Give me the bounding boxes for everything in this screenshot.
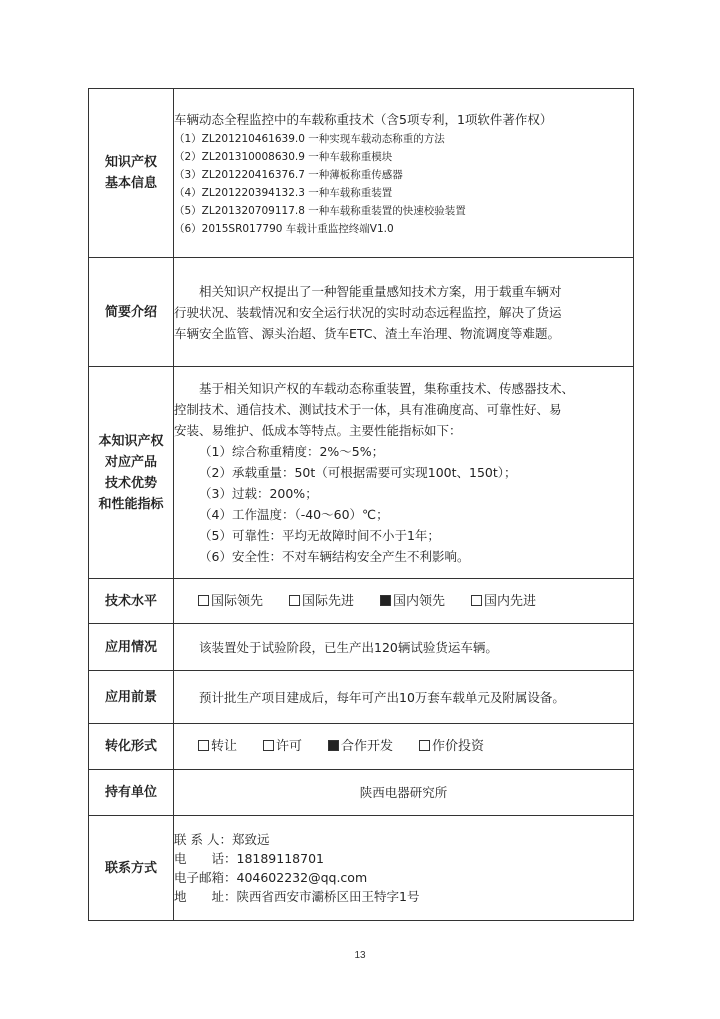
transfer-options [174,736,633,757]
checkbox-checked-icon[interactable] [380,595,391,606]
ip-item: （6）2015SR017790 车载计重监控终端V1.0 [174,222,394,235]
ip-title: 车辆动态全程监控中的车载称重技术（含5项专利，1项软件著作权） [174,111,553,127]
advantages-line: 安装、易维护、低成本等特点。主要性能指标如下： [174,423,462,438]
option-intl-leading[interactable] [198,591,263,612]
tech-level-content [174,579,634,624]
transfer-content [174,724,634,770]
prospect-text: 预计批生产项目建成后，每年可产出10万套车载单元及附属设备。 [199,689,565,705]
label-application: 应用情况 [89,624,174,671]
row-holder [89,770,634,816]
spec-item: （2）承载重量：50t（可根据需要可实现100t、150t）； [199,465,517,480]
row-prospect [89,671,634,724]
checkbox-icon[interactable] [419,740,430,751]
option-label: 转让 [211,739,238,754]
option-label: 合作开发 [341,739,394,754]
label-contact: 联系方式 [89,816,174,921]
contact-content [174,816,634,921]
application-text: 该装置处于试验阶段，已生产出120辆试验货运车辆。 [199,639,498,655]
checkbox-icon[interactable] [198,740,209,751]
label-line: 和性能指标 [98,496,164,512]
contact-address: 地 址：陕西省西安市灞桥区田王特字1号 [174,889,420,904]
option-transfer[interactable] [198,736,237,757]
ip-basic-content [174,89,634,258]
label-line: 本知识产权 [98,433,164,449]
option-label: 国内领先 [393,593,446,609]
option-domestic-leading[interactable] [380,591,445,612]
option-label: 国际领先 [211,593,264,609]
summary-line: 相关知识产权提出了一种智能重量感知技术方案，用于载重车辆对 [199,283,562,299]
advantages-line: 基于相关知识产权的车载动态称重装置，集称重技术、传感器技术、 [199,381,575,396]
option-domestic-advanced[interactable] [471,591,536,612]
contact-email[interactable]: 电子邮箱：404602232@qq.com [174,870,368,885]
label-line: 知识产权 [104,155,157,170]
label-line: 基本信息 [104,176,157,191]
row-advantages [89,367,634,579]
contact-phone: 电 话：18189118701 [174,851,324,866]
label-ip-basic [89,89,174,258]
row-contact [89,816,634,921]
label-summary: 简要介绍 [89,258,174,367]
option-intl-advanced[interactable] [289,591,354,612]
spec-item: （1）综合称重精度：2%～5%； [199,444,385,459]
label-line: 对应产品 [104,454,157,470]
summary-line: 行驶状况、装载情况和安全运行状况的实时动态远程监控，解决了货运 [174,304,562,320]
row-application [89,624,634,671]
label-holder: 持有单位 [89,770,174,816]
application-content [174,624,634,671]
checkbox-checked-icon[interactable] [328,740,339,751]
option-label: 作价投资 [432,739,485,754]
ip-item: （5）ZL201320709117.8 一种车载称重装置的快速校验装置 [174,204,466,217]
option-label: 许可 [276,739,303,754]
option-license[interactable] [263,736,302,757]
summary-content [174,258,634,367]
row-ip-basic [89,89,634,258]
label-tech-level: 技术水平 [89,579,174,624]
option-investment[interactable] [419,736,484,757]
label-transfer: 转化形式 [89,724,174,770]
spec-item: （3）过载：200%； [199,486,318,501]
checkbox-icon[interactable] [198,595,209,606]
row-summary [89,258,634,367]
row-transfer [89,724,634,770]
label-line: 技术优势 [104,475,157,491]
spec-item: （4）工作温度：（-40～60）℃； [199,507,389,522]
option-label: 国际先进 [302,593,355,609]
page-number: 13 [354,950,366,961]
ip-item: （4）ZL201220394132.3 一种车载称重装置 [174,186,393,199]
ip-item: （2）ZL201310008630.9 一种车载称重模块 [174,150,393,163]
ip-item: （3）ZL201220416376.7 一种薄板称重传感器 [174,168,403,181]
prospect-content [174,671,634,724]
label-advantages [89,367,174,579]
option-label: 国内先进 [484,593,537,609]
option-cooperation[interactable] [328,736,393,757]
summary-line: 车辆安全监管、源头治超、货车ETC、渣土车治理、物流调度等难题。 [174,325,561,341]
spec-item: （6）安全性：不对车辆结构安全产生不利影响。 [199,549,470,564]
contact-person: 联 系 人：郑致远 [174,832,270,847]
label-prospect: 应用前景 [89,671,174,724]
checkbox-icon[interactable] [263,740,274,751]
row-tech-level [89,579,634,624]
checkbox-icon[interactable] [289,595,300,606]
ip-item: （1）ZL201210461639.0 一种实现车载动态称重的方法 [174,132,445,145]
holder-text: 陕西电器研究所 [174,770,634,816]
ip-info-table [88,88,634,921]
checkbox-icon[interactable] [471,595,482,606]
spec-item: （5）可靠性：平均无故障时间不小于1年； [199,528,440,543]
advantages-content [174,367,634,579]
advantages-line: 控制技术、通信技术、测试技术于一体，具有准确度高、可靠性好、易 [174,402,562,417]
tech-level-options [174,591,633,612]
